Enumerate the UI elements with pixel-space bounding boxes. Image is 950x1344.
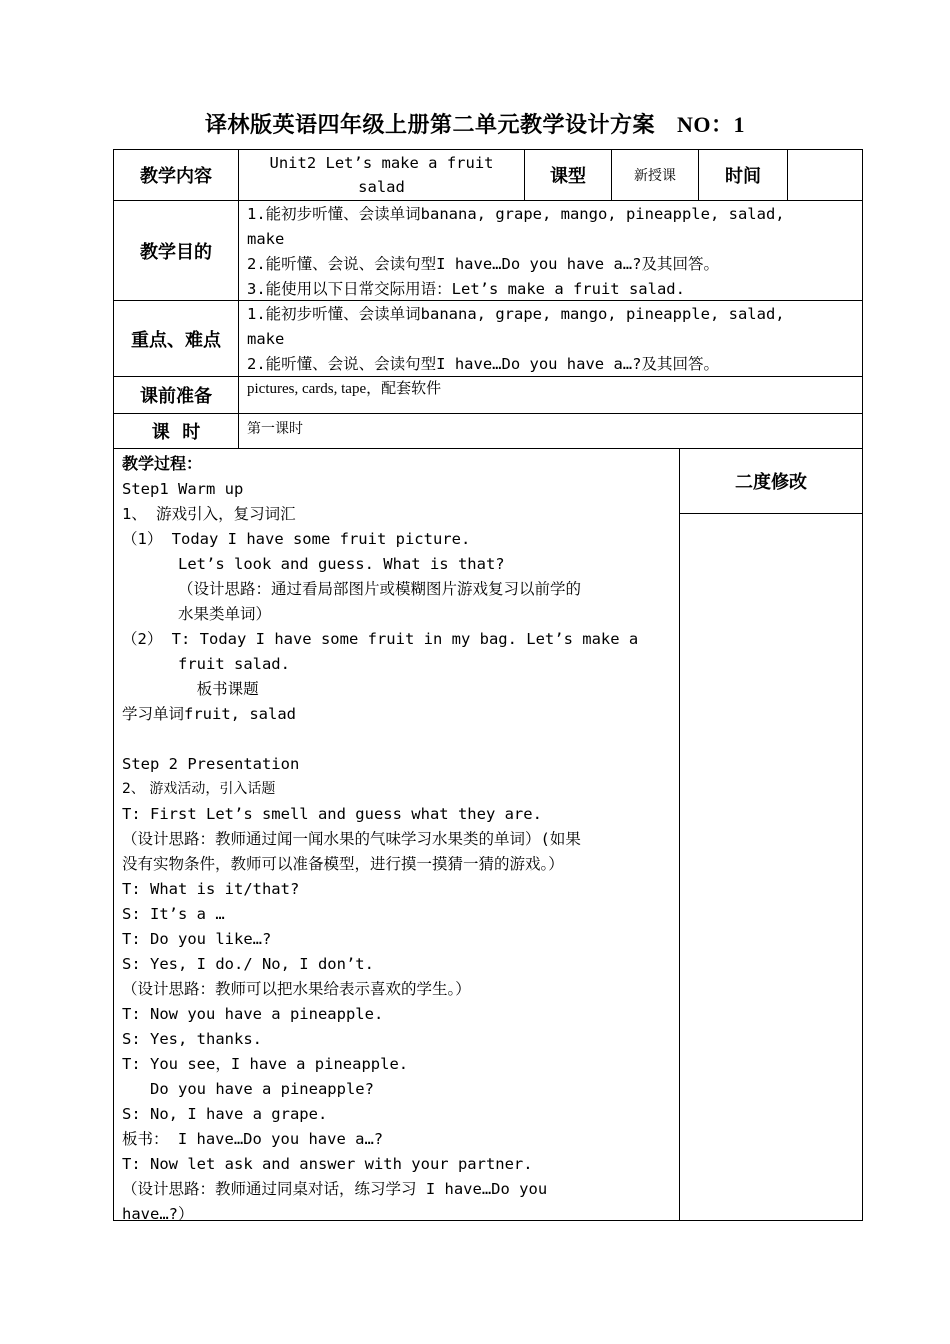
process-line: （设计思路：教师通过同桌对话，练习学习 I have…Do you [122,1180,548,1198]
goals-label: 教学目的 [140,241,212,263]
preparation-value: pictures, cards, tape，配套软件 [247,381,442,397]
process-line: 没有实物条件，教师可以准备模型，进行摸一摸猜一猜的游戏。） [122,855,564,873]
title-text: 译林版英语四年级上册第二单元教学设计方案 [204,112,655,138]
process-line: 学习单词fruit, salad [122,705,296,723]
goals-label-cell [113,200,239,301]
content-value-line2: salad [358,178,405,196]
process-line [122,727,671,752]
process-line: have…?） [122,1205,194,1223]
process-line: fruit salad. [122,655,290,673]
type-label: 课型 [550,166,586,187]
content-value-cell [238,149,525,201]
process-heading: 教学过程： [122,454,203,473]
preparation-label: 课前准备 [140,386,212,407]
time-value-cell [787,149,863,201]
process-line: 水果类单词） [122,605,271,623]
revision-label-cell [679,448,863,514]
process-line: 1、 游戏引入，复习词汇 [122,505,296,523]
content-label-cell [113,149,239,201]
keypoints-label: 重点、难点 [131,329,221,351]
process-line: S: It’s a … [122,905,225,923]
goals-line: make [247,230,285,248]
type-value-cell [611,149,699,201]
content-value-line1: Unit2 Let’s make a fruit [269,154,494,172]
keypoints-line: make [247,330,285,348]
title-number: NO：1 [677,112,746,137]
process-line: S: Yes, I do./ No, I don’t. [122,955,374,973]
keypoints-line: 2.能听懂、会说、会读句型I have…Do you have a…?及其回答。 [247,355,719,373]
period-value: 第一课时 [247,421,303,437]
process-line: Do you have a pineapple? [122,1080,374,1098]
revision-label: 二度修改 [735,472,807,493]
goals-value-cell [238,200,863,301]
page-title [0,108,950,139]
process-line: Step 2 Presentation [122,755,300,773]
period-label: 课 时 [151,422,201,443]
keypoints-value-cell [238,300,863,377]
time-label: 时间 [725,166,761,187]
revision-value-cell[interactable] [679,513,863,1221]
process-line: T: Now you have a pineapple. [122,1005,384,1023]
type-label-cell [524,149,612,201]
content-label: 教学内容 [140,166,212,187]
process-line: （1） Today I have some fruit picture. [122,530,471,548]
process-line: Let’s look and guess. What is that? [122,555,505,573]
process-line: 2、 游戏活动，引入话题 [122,781,276,797]
process-line: T: Do you like…? [122,930,272,948]
process-line: （2） T: Today I have some fruit in my bag. Let’s make a [122,630,639,648]
period-value-cell [238,413,863,449]
process-line: T: Now let ask and answer with your partner. [122,1155,533,1173]
process-line: （设计思路：教师通过闻一闻水果的气味学习水果类的单词）(如果 [122,830,581,848]
preparation-value-cell [238,376,863,414]
process-line: T: What is it/that? [122,880,300,898]
keypoints-label-cell [113,300,239,377]
keypoints-line: 1.能初步听懂、会读单词banana, grape, mango, pineapple, salad, [247,305,785,323]
process-cell [113,448,680,1221]
process-line: （设计思路：教师可以把水果给表示喜欢的学生。） [122,980,471,998]
process-line: T: First Let’s smell and guess what they are. [122,805,542,823]
process-line: S: No, I have a grape. [122,1105,328,1123]
period-label-cell [113,413,239,449]
preparation-label-cell [113,376,239,414]
process-line: 板书： I have…Do you have a…? [122,1130,384,1148]
process-line: 板书课题 [122,680,259,698]
time-label-cell [698,149,788,201]
process-line: （设计思路：通过看局部图片或模糊图片游戏复习以前学的 [122,580,581,598]
process-line: S: Yes, thanks. [122,1030,262,1048]
goals-line: 1.能初步听懂、会读单词banana, grape, mango, pineapple, salad, [247,205,785,223]
type-value: 新授课 [634,168,676,184]
goals-line: 2.能听懂、会说、会读句型I have…Do you have a…?及其回答。 [247,255,719,273]
process-line: Step1 Warm up [122,480,244,498]
process-line: T: You see，I have a pineapple. [122,1055,409,1073]
goals-line: 3.能使用以下日常交际用语：Let’s make a fruit salad. [247,280,685,298]
